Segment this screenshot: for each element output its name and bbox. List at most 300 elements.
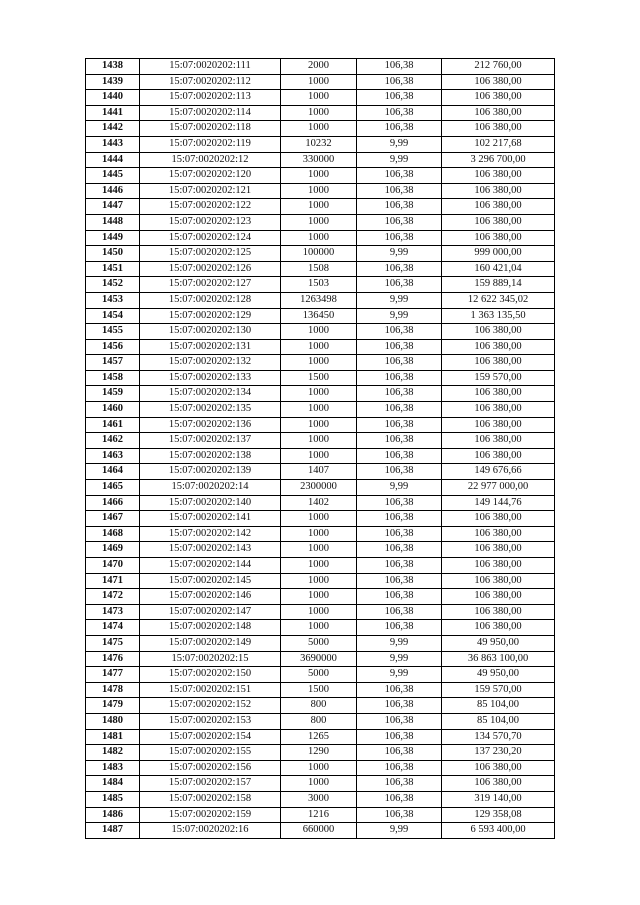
rate-cell: 106,38 bbox=[357, 495, 442, 511]
cadastral-number-cell: 15:07:0020202:12 bbox=[140, 152, 281, 168]
table-row bbox=[86, 417, 555, 433]
table-row bbox=[86, 760, 555, 776]
area-cell: 1000 bbox=[281, 573, 357, 589]
cadastral-number-cell: 15:07:0020202:147 bbox=[140, 604, 281, 620]
table-row bbox=[86, 370, 555, 386]
value-cell: 106 380,00 bbox=[442, 199, 555, 215]
table-row bbox=[86, 807, 555, 823]
table-row bbox=[86, 776, 555, 792]
table-row bbox=[86, 511, 555, 527]
value-cell: 3 296 700,00 bbox=[442, 152, 555, 168]
value-cell: 85 104,00 bbox=[442, 713, 555, 729]
area-cell: 3000 bbox=[281, 791, 357, 807]
value-cell: 106 380,00 bbox=[442, 168, 555, 184]
value-cell: 999 000,00 bbox=[442, 246, 555, 262]
value-cell: 106 380,00 bbox=[442, 558, 555, 574]
cadastral-number-cell: 15:07:0020202:128 bbox=[140, 292, 281, 308]
table-row bbox=[86, 355, 555, 371]
value-cell: 106 380,00 bbox=[442, 604, 555, 620]
value-cell: 106 380,00 bbox=[442, 573, 555, 589]
rate-cell: 106,38 bbox=[357, 604, 442, 620]
rate-cell: 106,38 bbox=[357, 324, 442, 340]
value-cell: 106 380,00 bbox=[442, 386, 555, 402]
row-number-cell: 1451 bbox=[86, 261, 140, 277]
cadastral-number-cell: 15:07:0020202:137 bbox=[140, 433, 281, 449]
value-cell: 106 380,00 bbox=[442, 511, 555, 527]
cadastral-number-cell: 15:07:0020202:121 bbox=[140, 183, 281, 199]
area-cell: 660000 bbox=[281, 823, 357, 839]
cadastral-number-cell: 15:07:0020202:120 bbox=[140, 168, 281, 184]
value-cell: 106 380,00 bbox=[442, 526, 555, 542]
area-cell: 5000 bbox=[281, 667, 357, 683]
area-cell: 2300000 bbox=[281, 480, 357, 496]
cadastral-number-cell: 15:07:0020202:127 bbox=[140, 277, 281, 293]
cadastral-number-cell: 15:07:0020202:123 bbox=[140, 214, 281, 230]
area-cell: 10232 bbox=[281, 136, 357, 152]
area-cell: 1500 bbox=[281, 370, 357, 386]
table-row bbox=[86, 246, 555, 262]
value-cell: 106 380,00 bbox=[442, 402, 555, 418]
area-cell: 1000 bbox=[281, 74, 357, 90]
value-cell: 106 380,00 bbox=[442, 542, 555, 558]
row-number-cell: 1480 bbox=[86, 713, 140, 729]
value-cell: 106 380,00 bbox=[442, 620, 555, 636]
area-cell: 1000 bbox=[281, 776, 357, 792]
area-cell: 800 bbox=[281, 698, 357, 714]
table-row bbox=[86, 604, 555, 620]
rate-cell: 106,38 bbox=[357, 760, 442, 776]
area-cell: 136450 bbox=[281, 308, 357, 324]
value-cell: 106 380,00 bbox=[442, 183, 555, 199]
table-row bbox=[86, 308, 555, 324]
value-cell: 12 622 345,02 bbox=[442, 292, 555, 308]
rate-cell: 9,99 bbox=[357, 292, 442, 308]
rate-cell: 106,38 bbox=[357, 745, 442, 761]
table-row bbox=[86, 729, 555, 745]
cadastral-number-cell: 15:07:0020202:125 bbox=[140, 246, 281, 262]
area-cell: 330000 bbox=[281, 152, 357, 168]
area-cell: 1265 bbox=[281, 729, 357, 745]
area-cell: 1000 bbox=[281, 199, 357, 215]
value-cell: 106 380,00 bbox=[442, 776, 555, 792]
table-row bbox=[86, 745, 555, 761]
row-number-cell: 1442 bbox=[86, 121, 140, 137]
area-cell: 1000 bbox=[281, 604, 357, 620]
area-cell: 1000 bbox=[281, 620, 357, 636]
cadastral-number-cell: 15:07:0020202:140 bbox=[140, 495, 281, 511]
row-number-cell: 1479 bbox=[86, 698, 140, 714]
cadastral-number-cell: 15:07:0020202:111 bbox=[140, 59, 281, 75]
table-row bbox=[86, 464, 555, 480]
rate-cell: 106,38 bbox=[357, 620, 442, 636]
cadastral-number-cell: 15:07:0020202:149 bbox=[140, 635, 281, 651]
value-cell: 319 140,00 bbox=[442, 791, 555, 807]
cadastral-number-cell: 15:07:0020202:119 bbox=[140, 136, 281, 152]
data-table bbox=[85, 58, 555, 839]
value-cell: 6 593 400,00 bbox=[442, 823, 555, 839]
row-number-cell: 1438 bbox=[86, 59, 140, 75]
rate-cell: 106,38 bbox=[357, 59, 442, 75]
rate-cell: 9,99 bbox=[357, 823, 442, 839]
rate-cell: 106,38 bbox=[357, 589, 442, 605]
row-number-cell: 1485 bbox=[86, 791, 140, 807]
cadastral-number-cell: 15:07:0020202:150 bbox=[140, 667, 281, 683]
cadastral-number-cell: 15:07:0020202:153 bbox=[140, 713, 281, 729]
row-number-cell: 1453 bbox=[86, 292, 140, 308]
row-number-cell: 1470 bbox=[86, 558, 140, 574]
row-number-cell: 1458 bbox=[86, 370, 140, 386]
row-number-cell: 1450 bbox=[86, 246, 140, 262]
value-cell: 137 230,20 bbox=[442, 745, 555, 761]
table-row bbox=[86, 183, 555, 199]
area-cell: 1000 bbox=[281, 168, 357, 184]
cadastral-number-cell: 15:07:0020202:133 bbox=[140, 370, 281, 386]
area-cell: 1500 bbox=[281, 682, 357, 698]
row-number-cell: 1448 bbox=[86, 214, 140, 230]
cadastral-number-cell: 15:07:0020202:15 bbox=[140, 651, 281, 667]
table-row bbox=[86, 620, 555, 636]
cadastral-number-cell: 15:07:0020202:152 bbox=[140, 698, 281, 714]
table-row bbox=[86, 386, 555, 402]
rate-cell: 9,99 bbox=[357, 480, 442, 496]
area-cell: 3690000 bbox=[281, 651, 357, 667]
rate-cell: 9,99 bbox=[357, 635, 442, 651]
rate-cell: 106,38 bbox=[357, 573, 442, 589]
rate-cell: 106,38 bbox=[357, 791, 442, 807]
area-cell: 1000 bbox=[281, 121, 357, 137]
table-row bbox=[86, 791, 555, 807]
area-cell: 1000 bbox=[281, 526, 357, 542]
row-number-cell: 1466 bbox=[86, 495, 140, 511]
rate-cell: 106,38 bbox=[357, 698, 442, 714]
cadastral-number-cell: 15:07:0020202:157 bbox=[140, 776, 281, 792]
cadastral-number-cell: 15:07:0020202:132 bbox=[140, 355, 281, 371]
cadastral-number-cell: 15:07:0020202:130 bbox=[140, 324, 281, 340]
table-row bbox=[86, 682, 555, 698]
row-number-cell: 1456 bbox=[86, 339, 140, 355]
table-row bbox=[86, 589, 555, 605]
table-row bbox=[86, 448, 555, 464]
value-cell: 106 380,00 bbox=[442, 355, 555, 371]
area-cell: 1508 bbox=[281, 261, 357, 277]
cadastral-number-cell: 15:07:0020202:151 bbox=[140, 682, 281, 698]
cadastral-number-cell: 15:07:0020202:143 bbox=[140, 542, 281, 558]
table-row bbox=[86, 713, 555, 729]
cadastral-number-cell: 15:07:0020202:131 bbox=[140, 339, 281, 355]
cadastral-number-cell: 15:07:0020202:126 bbox=[140, 261, 281, 277]
cadastral-number-cell: 15:07:0020202:139 bbox=[140, 464, 281, 480]
value-cell: 106 380,00 bbox=[442, 214, 555, 230]
table-row bbox=[86, 292, 555, 308]
rate-cell: 9,99 bbox=[357, 667, 442, 683]
row-number-cell: 1445 bbox=[86, 168, 140, 184]
row-number-cell: 1457 bbox=[86, 355, 140, 371]
row-number-cell: 1484 bbox=[86, 776, 140, 792]
row-number-cell: 1475 bbox=[86, 635, 140, 651]
area-cell: 1000 bbox=[281, 542, 357, 558]
row-number-cell: 1446 bbox=[86, 183, 140, 199]
value-cell: 85 104,00 bbox=[442, 698, 555, 714]
rate-cell: 106,38 bbox=[357, 402, 442, 418]
cadastral-number-cell: 15:07:0020202:146 bbox=[140, 589, 281, 605]
row-number-cell: 1459 bbox=[86, 386, 140, 402]
rate-cell: 9,99 bbox=[357, 246, 442, 262]
rate-cell: 106,38 bbox=[357, 511, 442, 527]
area-cell: 1000 bbox=[281, 386, 357, 402]
value-cell: 106 380,00 bbox=[442, 589, 555, 605]
table-row bbox=[86, 121, 555, 137]
area-cell: 1000 bbox=[281, 105, 357, 121]
area-cell: 1263498 bbox=[281, 292, 357, 308]
cadastral-number-cell: 15:07:0020202:135 bbox=[140, 402, 281, 418]
table-row bbox=[86, 698, 555, 714]
cadastral-number-cell: 15:07:0020202:134 bbox=[140, 386, 281, 402]
row-number-cell: 1472 bbox=[86, 589, 140, 605]
cadastral-number-cell: 15:07:0020202:113 bbox=[140, 90, 281, 106]
row-number-cell: 1465 bbox=[86, 480, 140, 496]
value-cell: 49 950,00 bbox=[442, 667, 555, 683]
rate-cell: 106,38 bbox=[357, 261, 442, 277]
area-cell: 1216 bbox=[281, 807, 357, 823]
table-body bbox=[86, 59, 555, 839]
table-row bbox=[86, 324, 555, 340]
row-number-cell: 1474 bbox=[86, 620, 140, 636]
rate-cell: 106,38 bbox=[357, 199, 442, 215]
value-cell: 160 421,04 bbox=[442, 261, 555, 277]
value-cell: 159 889,14 bbox=[442, 277, 555, 293]
value-cell: 106 380,00 bbox=[442, 74, 555, 90]
cadastral-number-cell: 15:07:0020202:158 bbox=[140, 791, 281, 807]
rate-cell: 106,38 bbox=[357, 386, 442, 402]
cadastral-number-cell: 15:07:0020202:16 bbox=[140, 823, 281, 839]
row-number-cell: 1462 bbox=[86, 433, 140, 449]
row-number-cell: 1477 bbox=[86, 667, 140, 683]
area-cell: 1000 bbox=[281, 324, 357, 340]
area-cell: 5000 bbox=[281, 635, 357, 651]
rate-cell: 106,38 bbox=[357, 168, 442, 184]
rate-cell: 106,38 bbox=[357, 682, 442, 698]
rate-cell: 9,99 bbox=[357, 136, 442, 152]
value-cell: 149 676,66 bbox=[442, 464, 555, 480]
area-cell: 1000 bbox=[281, 417, 357, 433]
table-row bbox=[86, 667, 555, 683]
row-number-cell: 1476 bbox=[86, 651, 140, 667]
row-number-cell: 1464 bbox=[86, 464, 140, 480]
area-cell: 1000 bbox=[281, 433, 357, 449]
rate-cell: 106,38 bbox=[357, 277, 442, 293]
table-row bbox=[86, 480, 555, 496]
row-number-cell: 1463 bbox=[86, 448, 140, 464]
table-row bbox=[86, 402, 555, 418]
rate-cell: 106,38 bbox=[357, 776, 442, 792]
area-cell: 1000 bbox=[281, 230, 357, 246]
area-cell: 1000 bbox=[281, 589, 357, 605]
table-row bbox=[86, 261, 555, 277]
row-number-cell: 1443 bbox=[86, 136, 140, 152]
row-number-cell: 1469 bbox=[86, 542, 140, 558]
rate-cell: 106,38 bbox=[357, 74, 442, 90]
rate-cell: 106,38 bbox=[357, 417, 442, 433]
rate-cell: 9,99 bbox=[357, 152, 442, 168]
table-row bbox=[86, 635, 555, 651]
value-cell: 106 380,00 bbox=[442, 105, 555, 121]
area-cell: 2000 bbox=[281, 59, 357, 75]
rate-cell: 9,99 bbox=[357, 651, 442, 667]
rate-cell: 106,38 bbox=[357, 183, 442, 199]
value-cell: 149 144,76 bbox=[442, 495, 555, 511]
rate-cell: 106,38 bbox=[357, 729, 442, 745]
value-cell: 102 217,68 bbox=[442, 136, 555, 152]
area-cell: 1000 bbox=[281, 448, 357, 464]
row-number-cell: 1483 bbox=[86, 760, 140, 776]
cadastral-number-cell: 15:07:0020202:141 bbox=[140, 511, 281, 527]
area-cell: 1503 bbox=[281, 277, 357, 293]
rate-cell: 106,38 bbox=[357, 558, 442, 574]
value-cell: 106 380,00 bbox=[442, 417, 555, 433]
rate-cell: 106,38 bbox=[357, 542, 442, 558]
rate-cell: 106,38 bbox=[357, 370, 442, 386]
row-number-cell: 1454 bbox=[86, 308, 140, 324]
cadastral-number-cell: 15:07:0020202:148 bbox=[140, 620, 281, 636]
rate-cell: 106,38 bbox=[357, 464, 442, 480]
table-row bbox=[86, 74, 555, 90]
area-cell: 1000 bbox=[281, 355, 357, 371]
area-cell: 1290 bbox=[281, 745, 357, 761]
row-number-cell: 1468 bbox=[86, 526, 140, 542]
value-cell: 106 380,00 bbox=[442, 339, 555, 355]
row-number-cell: 1471 bbox=[86, 573, 140, 589]
table-row bbox=[86, 199, 555, 215]
rate-cell: 106,38 bbox=[357, 355, 442, 371]
cadastral-number-cell: 15:07:0020202:122 bbox=[140, 199, 281, 215]
area-cell: 100000 bbox=[281, 246, 357, 262]
table-row bbox=[86, 542, 555, 558]
row-number-cell: 1452 bbox=[86, 277, 140, 293]
table-row bbox=[86, 136, 555, 152]
cadastral-number-cell: 15:07:0020202:112 bbox=[140, 74, 281, 90]
area-cell: 1000 bbox=[281, 183, 357, 199]
value-cell: 106 380,00 bbox=[442, 324, 555, 340]
rate-cell: 106,38 bbox=[357, 90, 442, 106]
row-number-cell: 1455 bbox=[86, 324, 140, 340]
rate-cell: 106,38 bbox=[357, 433, 442, 449]
row-number-cell: 1467 bbox=[86, 511, 140, 527]
table-row bbox=[86, 59, 555, 75]
cadastral-number-cell: 15:07:0020202:124 bbox=[140, 230, 281, 246]
value-cell: 106 380,00 bbox=[442, 433, 555, 449]
row-number-cell: 1449 bbox=[86, 230, 140, 246]
value-cell: 106 380,00 bbox=[442, 760, 555, 776]
row-number-cell: 1441 bbox=[86, 105, 140, 121]
table-row bbox=[86, 105, 555, 121]
value-cell: 212 760,00 bbox=[442, 59, 555, 75]
row-number-cell: 1482 bbox=[86, 745, 140, 761]
row-number-cell: 1481 bbox=[86, 729, 140, 745]
table-row bbox=[86, 573, 555, 589]
table-row bbox=[86, 277, 555, 293]
row-number-cell: 1486 bbox=[86, 807, 140, 823]
value-cell: 1 363 135,50 bbox=[442, 308, 555, 324]
area-cell: 1402 bbox=[281, 495, 357, 511]
value-cell: 49 950,00 bbox=[442, 635, 555, 651]
row-number-cell: 1439 bbox=[86, 74, 140, 90]
table-row bbox=[86, 823, 555, 839]
area-cell: 1000 bbox=[281, 214, 357, 230]
row-number-cell: 1444 bbox=[86, 152, 140, 168]
cadastral-number-cell: 15:07:0020202:14 bbox=[140, 480, 281, 496]
area-cell: 1407 bbox=[281, 464, 357, 480]
value-cell: 106 380,00 bbox=[442, 90, 555, 106]
value-cell: 106 380,00 bbox=[442, 448, 555, 464]
row-number-cell: 1460 bbox=[86, 402, 140, 418]
area-cell: 1000 bbox=[281, 760, 357, 776]
value-cell: 22 977 000,00 bbox=[442, 480, 555, 496]
row-number-cell: 1487 bbox=[86, 823, 140, 839]
rate-cell: 106,38 bbox=[357, 105, 442, 121]
cadastral-number-cell: 15:07:0020202:114 bbox=[140, 105, 281, 121]
row-number-cell: 1461 bbox=[86, 417, 140, 433]
area-cell: 1000 bbox=[281, 90, 357, 106]
value-cell: 159 570,00 bbox=[442, 370, 555, 386]
cadastral-number-cell: 15:07:0020202:145 bbox=[140, 573, 281, 589]
area-cell: 1000 bbox=[281, 558, 357, 574]
row-number-cell: 1473 bbox=[86, 604, 140, 620]
rate-cell: 106,38 bbox=[357, 121, 442, 137]
cadastral-number-cell: 15:07:0020202:129 bbox=[140, 308, 281, 324]
rate-cell: 9,99 bbox=[357, 308, 442, 324]
rate-cell: 106,38 bbox=[357, 526, 442, 542]
cadastral-number-cell: 15:07:0020202:118 bbox=[140, 121, 281, 137]
table-row bbox=[86, 526, 555, 542]
value-cell: 129 358,08 bbox=[442, 807, 555, 823]
area-cell: 1000 bbox=[281, 511, 357, 527]
area-cell: 1000 bbox=[281, 339, 357, 355]
area-cell: 800 bbox=[281, 713, 357, 729]
area-cell: 1000 bbox=[281, 402, 357, 418]
cadastral-number-cell: 15:07:0020202:155 bbox=[140, 745, 281, 761]
value-cell: 134 570,70 bbox=[442, 729, 555, 745]
rate-cell: 106,38 bbox=[357, 214, 442, 230]
cadastral-number-cell: 15:07:0020202:159 bbox=[140, 807, 281, 823]
cadastral-number-cell: 15:07:0020202:156 bbox=[140, 760, 281, 776]
rate-cell: 106,38 bbox=[357, 339, 442, 355]
table-row bbox=[86, 214, 555, 230]
table-row bbox=[86, 230, 555, 246]
row-number-cell: 1478 bbox=[86, 682, 140, 698]
value-cell: 36 863 100,00 bbox=[442, 651, 555, 667]
table-row bbox=[86, 651, 555, 667]
table-row bbox=[86, 339, 555, 355]
value-cell: 106 380,00 bbox=[442, 230, 555, 246]
cadastral-number-cell: 15:07:0020202:136 bbox=[140, 417, 281, 433]
rate-cell: 106,38 bbox=[357, 713, 442, 729]
table-row bbox=[86, 90, 555, 106]
table-row bbox=[86, 152, 555, 168]
cadastral-number-cell: 15:07:0020202:138 bbox=[140, 448, 281, 464]
table-row bbox=[86, 495, 555, 511]
rate-cell: 106,38 bbox=[357, 448, 442, 464]
cadastral-number-cell: 15:07:0020202:142 bbox=[140, 526, 281, 542]
rate-cell: 106,38 bbox=[357, 807, 442, 823]
table-row bbox=[86, 558, 555, 574]
table-row bbox=[86, 433, 555, 449]
value-cell: 159 570,00 bbox=[442, 682, 555, 698]
row-number-cell: 1440 bbox=[86, 90, 140, 106]
value-cell: 106 380,00 bbox=[442, 121, 555, 137]
row-number-cell: 1447 bbox=[86, 199, 140, 215]
cadastral-number-cell: 15:07:0020202:154 bbox=[140, 729, 281, 745]
rate-cell: 106,38 bbox=[357, 230, 442, 246]
